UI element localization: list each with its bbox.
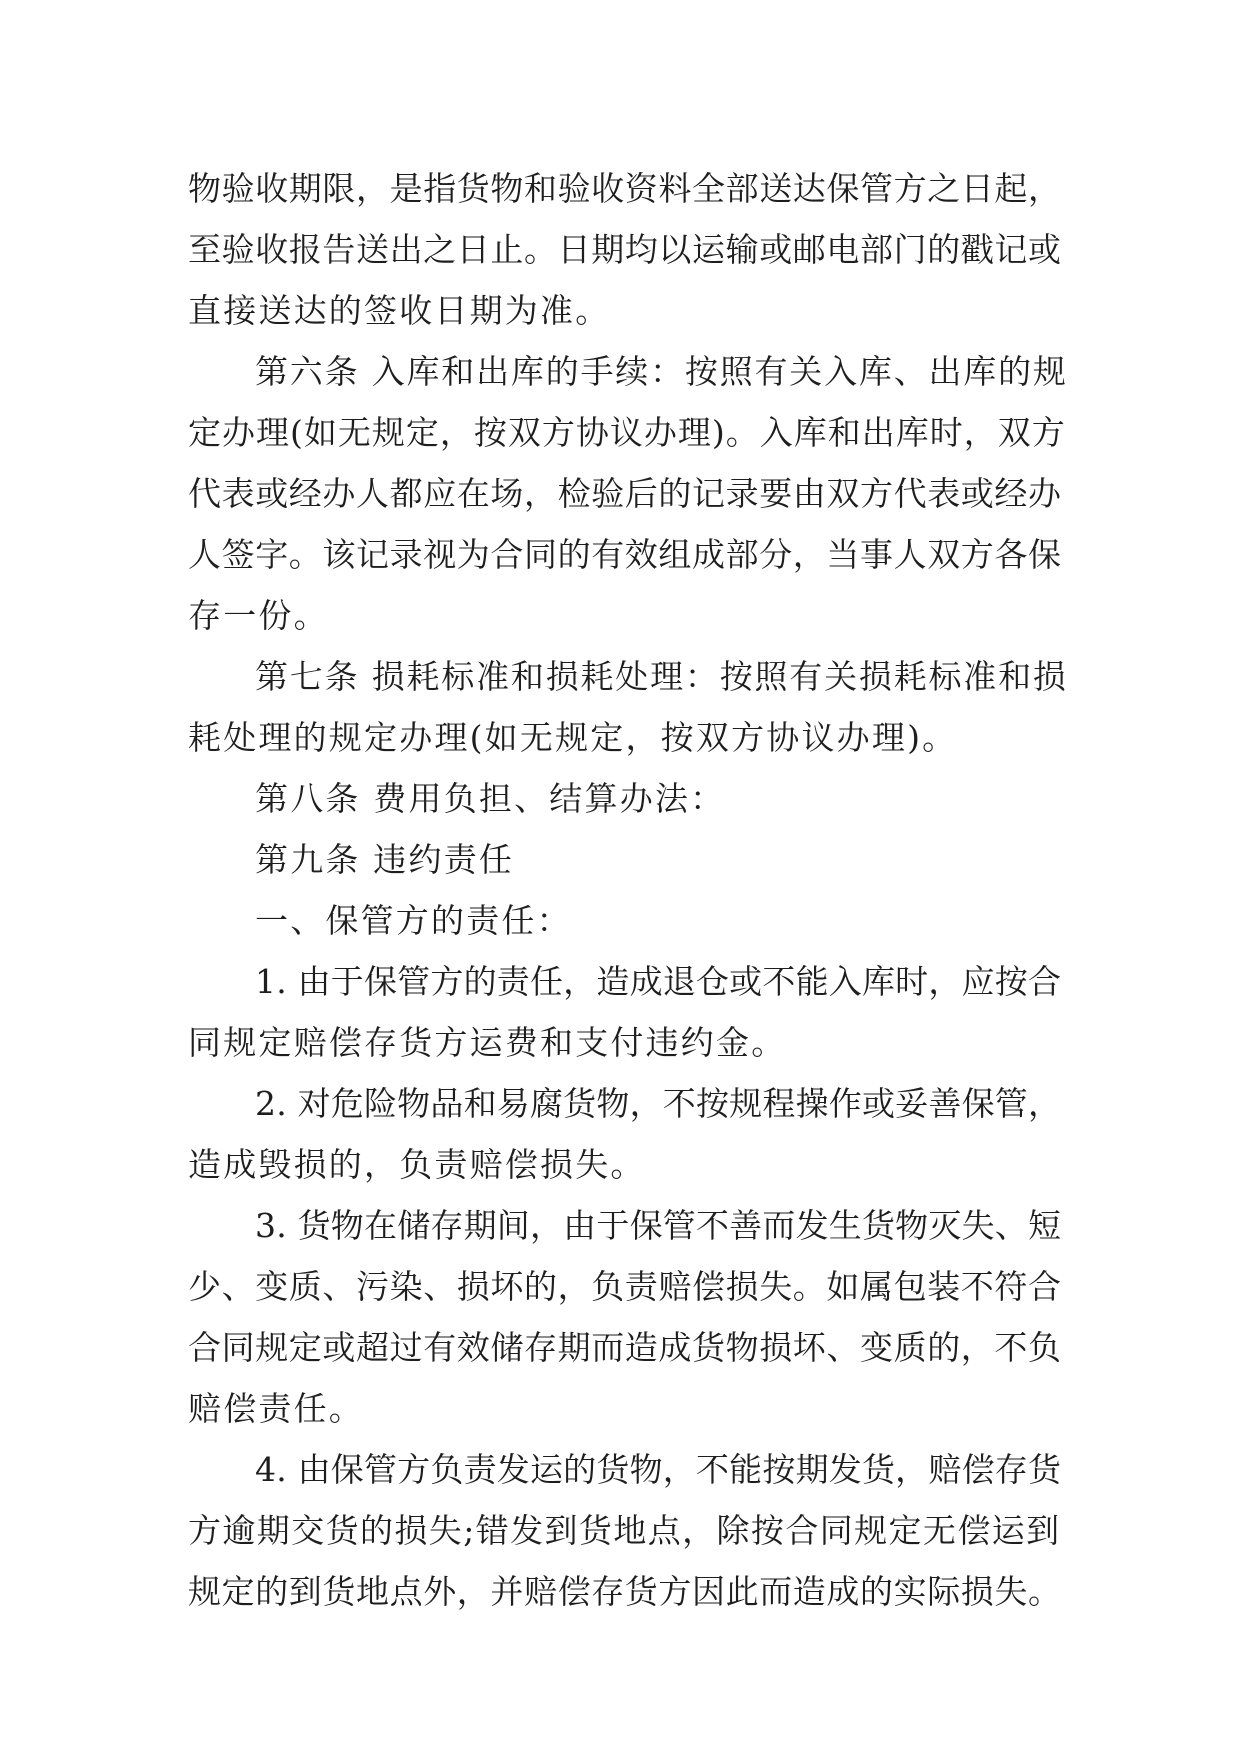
text-line: 少、变质、污染、损坏的，负责赔偿损失。如属包装不符合 bbox=[188, 1267, 1062, 1306]
paragraph-custodian-heading bbox=[188, 890, 1068, 951]
text-line: 第七条 损耗标准和损耗处理：按照有关损耗标准和损 bbox=[255, 657, 1068, 696]
paragraph-item-3 bbox=[188, 1195, 1068, 1439]
text-line: 造成毁损的，负责赔偿损失。 bbox=[188, 1145, 646, 1184]
text-line: 定办理(如无规定，按双方协议办理)。入库和出库时，双方 bbox=[188, 413, 1066, 452]
text-line: 物验收期限，是指货物和验收资料全部送达保管方之日起， bbox=[188, 169, 1062, 208]
document-body bbox=[188, 158, 1068, 1622]
text-line: 代表或经办人都应在场，检验后的记录要由双方代表或经办 bbox=[188, 474, 1062, 513]
text-line: 2. 对危险物品和易腐货物，不按规程操作或妥善保管， bbox=[255, 1084, 1062, 1123]
paragraph-acceptance-period bbox=[188, 158, 1068, 341]
text-line: 赔偿责任。 bbox=[188, 1389, 364, 1428]
text-line: 第九条 违约责任 bbox=[255, 840, 515, 879]
text-line: 方逾期交货的损失;错发到货地点，除按合同规定无偿运到 bbox=[188, 1511, 1061, 1550]
text-line: 耗处理的规定办理(如无规定，按双方协议办理)。 bbox=[188, 718, 958, 757]
text-line: 规定的到货地点外，并赔偿存货方因此而造成的实际损失。 bbox=[188, 1572, 1062, 1611]
text-line: 存一份。 bbox=[188, 596, 329, 635]
text-line: 3. 货物在储存期间，由于保管不善而发生货物灭失、短 bbox=[255, 1206, 1062, 1245]
text-line: 直接送达的签收日期为准。 bbox=[188, 291, 611, 330]
text-line: 第八条 费用负担、结算办法： bbox=[255, 779, 726, 818]
text-line: 同规定赔偿存货方运费和支付违约金。 bbox=[188, 1023, 787, 1062]
text-line: 人签字。该记录视为合同的有效组成部分，当事人双方各保 bbox=[188, 535, 1062, 574]
paragraph-item-1 bbox=[188, 951, 1068, 1073]
paragraph-item-4 bbox=[188, 1439, 1068, 1622]
paragraph-item-2 bbox=[188, 1073, 1068, 1195]
text-line: 4. 由保管方负责发运的货物，不能按期发货，赔偿存货 bbox=[255, 1450, 1062, 1489]
paragraph-article-9 bbox=[188, 829, 1068, 890]
paragraph-article-6 bbox=[188, 341, 1068, 646]
text-line: 合同规定或超过有效储存期而造成货物损坏、变质的，不负 bbox=[188, 1328, 1062, 1367]
text-line: 一、保管方的责任： bbox=[255, 901, 572, 940]
text-line: 至验收报告送出之日止。日期均以运输或邮电部门的戳记或 bbox=[188, 230, 1062, 269]
paragraph-article-7 bbox=[188, 646, 1068, 768]
text-line: 第六条 入库和出库的手续：按照有关入库、出库的规 bbox=[255, 352, 1068, 391]
text-line: 1. 由于保管方的责任，造成退仓或不能入库时，应按合 bbox=[255, 962, 1062, 1001]
paragraph-article-8 bbox=[188, 768, 1068, 829]
